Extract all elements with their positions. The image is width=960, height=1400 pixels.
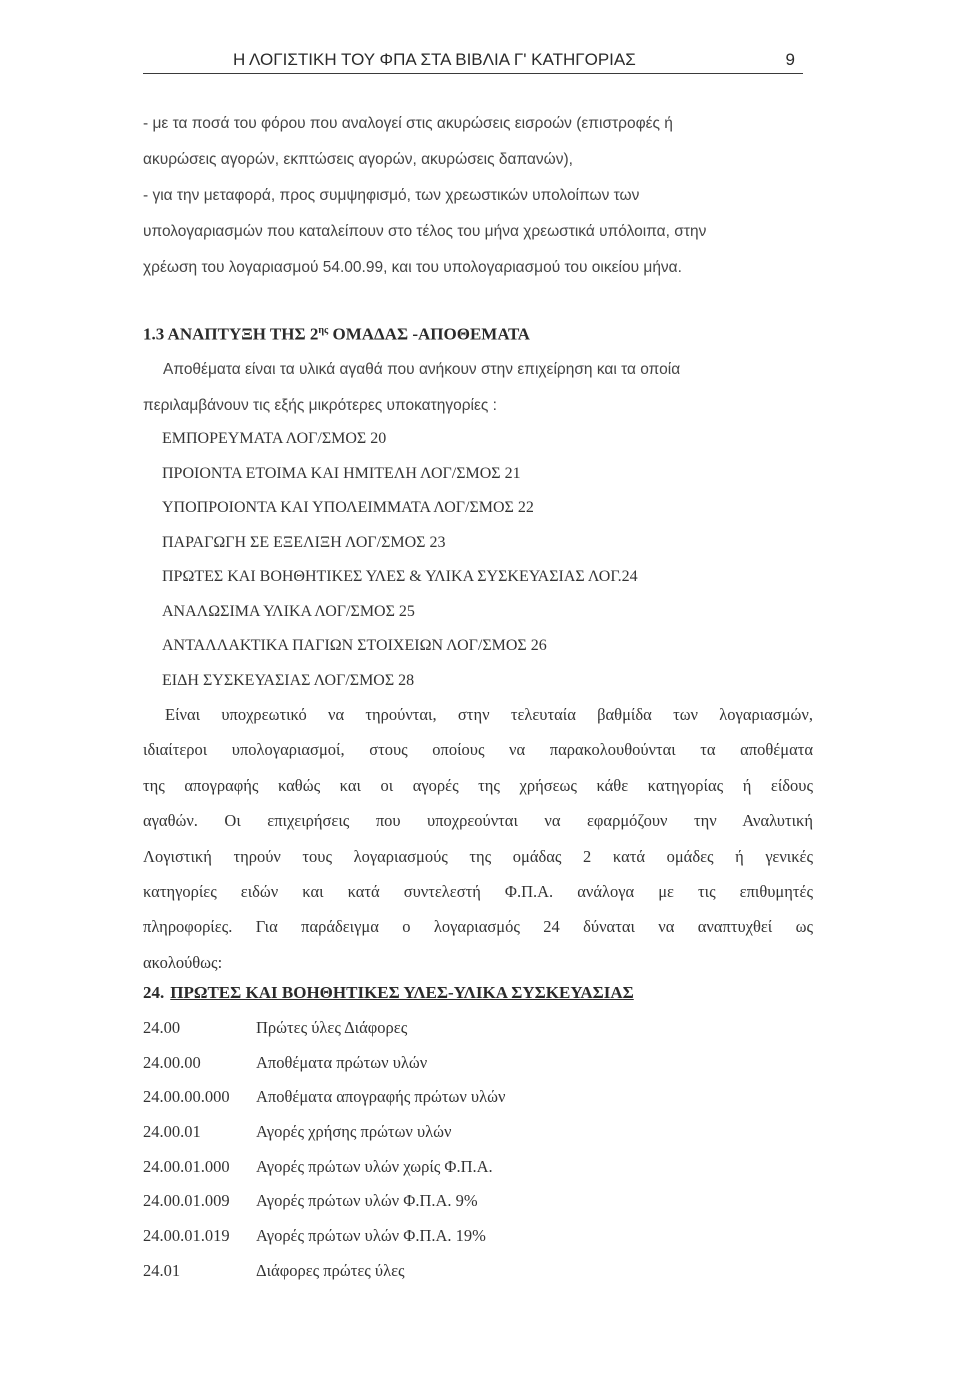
subsection-number: 24. [143,983,165,1002]
account-label: Διάφορες πρώτες ύλες [256,1260,405,1280]
account-label: Αγορές πρώτων υλών Φ.Π.Α. 9% [256,1191,478,1211]
account-code-list [143,1011,505,1289]
subsection-title: ΠΡΩΤΕΣ ΚΑΙ ΒΟΗΘΗΤΙΚΕΣ ΥΛΕΣ-ΥΛΙΚΑ ΣΥΣΚΕΥΑΣΙΑΣ [170,983,634,1002]
account-label: Αποθέματα πρώτων υλών [256,1052,428,1072]
body-line: αγαθών. Οι επιχειρήσεις που υποχρεούνται να εφαρμόζουν την Αναλυτική [143,811,813,831]
section-intro-line: περιλαμβάνουν τις εξής μικρότερες υποκατηγορίες : [143,397,497,414]
body-line: κατηγορίες ειδών και κατά συντελεστή Φ.Π.Α. ανάλογα με τις επιθυμητές [143,881,813,901]
account-code: 24.00.01.000 [143,1156,230,1176]
account-item: ΠΡΟΙΟΝΤΑ ΕΤΟΙΜΑ ΚΑΙ ΗΜΙΤΕΛΗ ΛΟΓ/ΣΜΟΣ 21 [162,464,521,482]
account-code-row [143,1150,505,1185]
account-item: ΑΝΤΑΛΛΑΚΤΙΚΑ ΠΑΓΙΩΝ ΣΤΟΙΧΕΙΩΝ ΛΟΓ/ΣΜΟΣ 26 [162,637,547,654]
intro-line: χρέωση του λογαριασμού 54.00.99, και του υπολογαριασμού του οικείου μήνα. [143,259,682,276]
account-item: ΕΙΔΗ ΣΥΣΚΕΥΑΣΙΑΣ ΛΟΓ/ΣΜΟΣ 28 [162,671,415,689]
running-header-title: Η ΛΟΓΙΣΤΙΚΗ ΤΟΥ ΦΠΑ ΣΤΑ ΒΙΒΛΙΑ Γ' ΚΑΤΗΓΟΡΙΑΣ [233,50,636,69]
section-intro [143,352,815,424]
account-item: ΥΠΟΠΡΟΙΟΝΤΑ ΚΑΙ ΥΠΟΛΕΙΜΜΑΤΑ ΛΟΓ/ΣΜΟΣ 22 [162,499,534,516]
account-item: ΕΜΠΟΡΕΥΜΑΤΑ ΛΟΓ/ΣΜΟΣ 20 [162,430,387,447]
section-heading-sup: ης [318,325,329,336]
body-line: πληροφορίες. Για παράδειγμα ο λογαριασμός 24 δύναται να αναπτυχθεί ως [143,917,813,937]
section-heading-prefix: 1.3 ΑΝΑΠΤΥΞΗ ΤΗΣ 2 [143,324,319,344]
account-code: 24.00.01.009 [143,1191,230,1211]
page-number: 9 [785,50,795,69]
body-line: ακολούθως: [143,952,223,972]
account-code-row [143,1011,505,1046]
account-code: 24.01 [143,1260,181,1280]
account-code: 24.00.01 [143,1122,201,1142]
account-code: 24.00.00 [143,1052,201,1072]
body-line: Λογιστική τηρούν τους λογαριασμούς της ομάδας 2 κατά ομάδες ή γενικές [143,846,813,866]
intro-line: - για την μεταφορά, προς συμψηφισμό, των χρεωστικών υπολοίπων των [143,187,640,204]
account-code-row [143,1254,505,1289]
body-line: της απογραφής καθώς και οι αγορές της χρήσεως κάθε κατηγορίας ή είδους [143,775,813,795]
intro-line: υπολογαριασμών που καταλείπουν στο τέλος του μήνα χρεωστικά υπόλοιπα, στην [143,223,707,240]
account-code: 24.00 [143,1018,181,1037]
intro-line: ακυρώσεις αγορών, εκπτώσεις αγορών, ακυρώσεις δαπανών), [143,151,573,168]
account-code-row [143,1046,505,1081]
body-line: Είναι υποχρεωτικό να τηρούνται, στην τελευταία βαθμίδα των λογαριασμών, [165,705,813,724]
account-item: ΠΑΡΑΓΩΓΗ ΣΕ ΕΞΕΛΙΞΗ ΛΟΓ/ΣΜΟΣ 23 [162,533,446,551]
account-label: Αγορές πρώτων υλών Φ.Π.Α. 19% [256,1226,486,1246]
account-label: Αποθέματα απογραφής πρώτων υλών [256,1087,506,1107]
subsection-heading [143,980,634,1006]
account-list [162,422,638,698]
account-code-row [143,1080,505,1115]
body-line: ιδιαίτεροι υπολογαριασμοί, στους οποίους να παρακολουθούνται τα αποθέματα [143,740,813,760]
account-label: Πρώτες ύλες Διάφορες [256,1018,408,1037]
account-code-row [143,1184,505,1219]
account-label: Αγορές χρήσης πρώτων υλών [256,1122,452,1142]
running-header [143,48,803,74]
intro-line: - με τα ποσά του φόρου που αναλογεί στις ακυρώσεις εισροών (επιστροφές ή [143,115,673,132]
section-heading [143,318,530,348]
account-code: 24.00.00.000 [143,1087,230,1107]
account-code: 24.00.01.019 [143,1226,230,1246]
intro-paragraph [143,106,815,286]
account-code-row [143,1219,505,1254]
account-item: ΠΡΩΤΕΣ ΚΑΙ ΒΟΗΘΗΤΙΚΕΣ ΥΛΕΣ & ΥΛΙΚΑ ΣΥΣΚΕΥΑΣΙΑΣ ΛΟΓ.24 [162,568,638,585]
section-intro-line: Αποθέματα είναι τα υλικά αγαθά που ανήκουν στην επιχείρηση και τα οποία [163,361,681,378]
account-label: Αγορές πρώτων υλών χωρίς Φ.Π.Α. [256,1156,493,1176]
body-paragraph [143,697,813,980]
account-code-row [143,1115,505,1150]
section-heading-suffix: ΟΜΑΔΑΣ -ΑΠΟΘΕΜΑΤΑ [328,324,530,344]
account-item: ΑΝΑΛΩΣΙΜΑ ΥΛΙΚΑ ΛΟΓ/ΣΜΟΣ 25 [162,602,415,620]
